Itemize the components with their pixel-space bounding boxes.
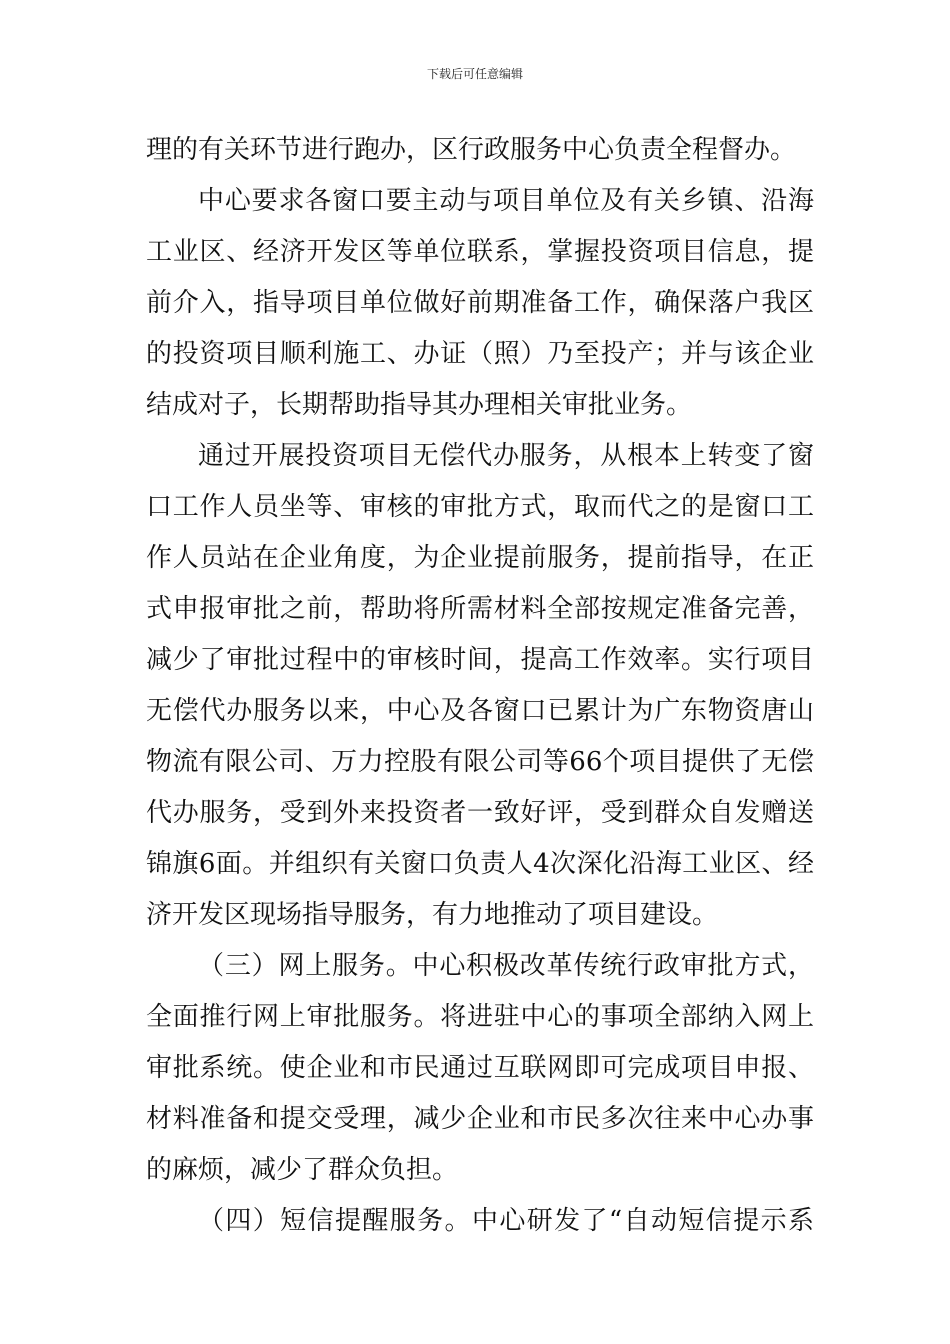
text-line: 理的有关环节进行跑办，区行政服务中心负责全程督办。 <box>146 135 797 165</box>
text-line: 工业区、经济开发区等单位联系，掌握投资项目信息，提 <box>146 237 814 267</box>
text-line: 代办服务，受到外来投资者一致好评，受到群众自发赠送 <box>146 798 814 828</box>
text-line: 口工作人员坐等、审核的审批方式，取而代之的是窗口工 <box>146 492 814 522</box>
text-line: 的投资项目顺利施工、办证（照）乃至投产；并与该企业 <box>146 339 814 369</box>
text-line: 全面推行网上审批服务。将进驻中心的事项全部纳入网上 <box>146 1002 814 1032</box>
paragraph-start-line: 中心要求各窗口要主动与项目单位及有关乡镇、沿海 <box>198 186 814 216</box>
paragraph-start-line: （三）网上服务。中心积极改革传统行政审批方式， <box>198 951 814 981</box>
page-header-note: 下载后可任意编辑 <box>426 67 523 81</box>
text-line: 锦旗6面。并组织有关窗口负责人4次深化沿海工业区、经 <box>146 849 814 879</box>
text-line: 材料准备和提交受理，减少企业和市民多次往来中心办事 <box>146 1104 814 1134</box>
text-line: 的麻烦，减少了群众负担。 <box>146 1155 459 1185</box>
text-line: 审批系统。使企业和市民通过互联网即可完成项目申报、 <box>146 1053 814 1083</box>
text-line: 结成对子，长期帮助指导其办理相关审批业务。 <box>146 390 693 420</box>
text-line: 式申报审批之前，帮助将所需材料全部按规定准备完善， <box>146 594 814 624</box>
paragraph-start-line: 通过开展投资项目无偿代办服务，从根本上转变了窗 <box>198 441 814 471</box>
text-line: 物流有限公司、万力控股有限公司等66个项目提供了无偿 <box>146 747 814 777</box>
text-line: 减少了审批过程中的审核时间，提高工作效率。实行项目 <box>146 645 814 675</box>
text-line: 前介入，指导项目单位做好前期准备工作，确保落户我区 <box>146 288 814 318</box>
text-line: 无偿代办服务以来，中心及各窗口已累计为广东物资唐山 <box>146 696 814 726</box>
text-line: 济开发区现场指导服务，有力地推动了项目建设。 <box>146 900 719 930</box>
text-line: 作人员站在企业角度，为企业提前服务，提前指导，在正 <box>146 543 814 573</box>
paragraph-start-line: （四）短信提醒服务。中心研发了“自动短信提示系 <box>198 1206 814 1236</box>
document-body <box>146 125 814 1247</box>
